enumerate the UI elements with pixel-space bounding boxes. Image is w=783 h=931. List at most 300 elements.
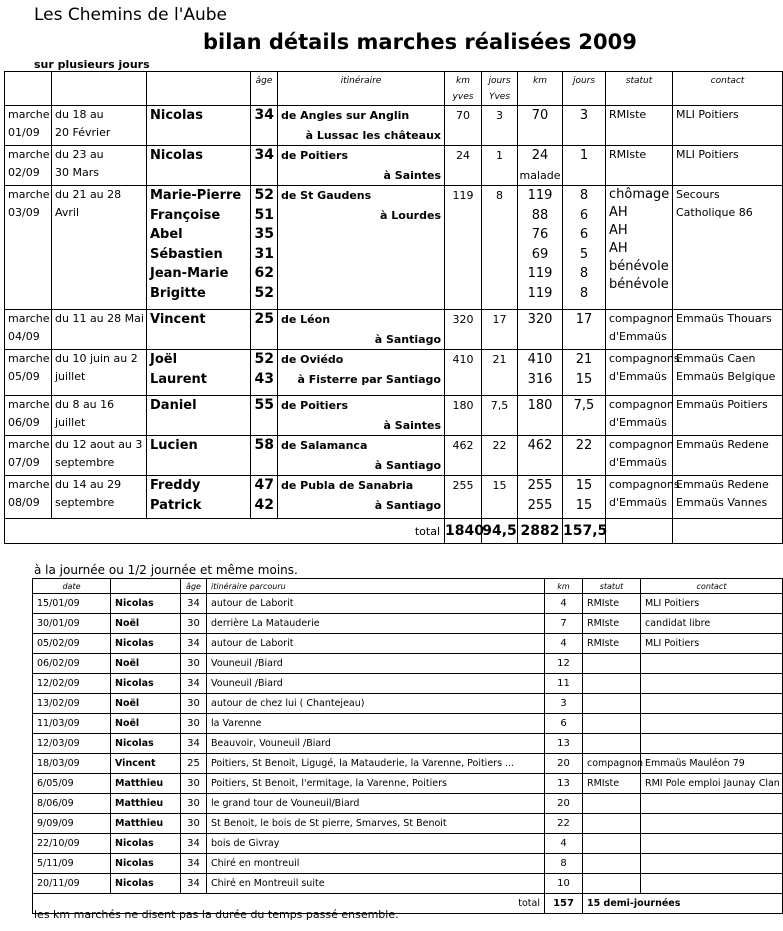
walker-name: Nicolas: [111, 634, 181, 654]
itinerary: le grand tour de Vouneuil/Biard: [207, 794, 545, 814]
statut: [606, 350, 680, 396]
walk-date: 15/01/09: [33, 594, 111, 614]
km: [518, 146, 563, 186]
footer-note: les km marchés ne disent pas la durée du temps passé ensemble.: [34, 908, 399, 921]
marche-label: [5, 396, 52, 436]
marche-label-line: marche: [8, 352, 50, 365]
statut-line: bénévole: [609, 259, 669, 274]
header-statut: statut: [583, 579, 641, 594]
statut-line: AH: [609, 205, 628, 220]
walker-name: [147, 146, 251, 186]
walker-name-line: Jean-Marie: [150, 266, 229, 281]
itinerary: Poitiers, St Benoit, Ligugé, la Matauderie, la Varenne, Poitiers ...: [207, 754, 545, 774]
statut: RMIste: [583, 614, 641, 634]
walker-age: 30: [181, 694, 207, 714]
statut-line: d'Emmaüs: [609, 416, 667, 429]
km: [518, 436, 563, 476]
itinerary-from: de Publa de Sanabria: [281, 479, 414, 492]
walker-age: 34: [181, 834, 207, 854]
jours: [563, 396, 606, 436]
walker-name-line: Joël: [150, 352, 178, 367]
km: [518, 186, 563, 310]
total-empty: [673, 519, 783, 544]
walker-name-line: Nicolas: [150, 108, 203, 123]
walker-age-line: 55: [254, 397, 274, 413]
km-yves: 180: [445, 396, 482, 436]
header-itinerary: itinéraire parcouru: [207, 579, 545, 594]
walker-age: 34: [181, 854, 207, 874]
walker-age: 30: [181, 614, 207, 634]
jours-line: 15: [575, 371, 593, 387]
table-row: [5, 350, 783, 396]
km-line: 76: [531, 227, 549, 242]
page-title: bilan détails marches réalisées 2009: [203, 30, 637, 54]
walker-age-line: 35: [254, 226, 274, 242]
header-cell: [147, 72, 251, 106]
marche-dates-line: Avril: [55, 206, 80, 219]
walker-name-line: Brigitte: [150, 285, 206, 301]
marche-label-line: marche: [8, 438, 50, 451]
walker-name-line: Françoise: [150, 207, 221, 223]
jours-line: 17: [575, 312, 593, 327]
km: 6: [545, 714, 583, 734]
itinerary: Vouneuil /Biard: [207, 654, 545, 674]
jours-line: 7,5: [573, 398, 595, 413]
section-title-daily: à la journée ou 1/2 journée et même moins.: [34, 563, 298, 577]
itinerary-to: à Lussac les châteaux: [305, 128, 441, 142]
statut: [606, 396, 673, 436]
table-row: [33, 774, 783, 794]
statut-line: RMIste: [609, 108, 647, 121]
statut-line: RMIste: [609, 148, 647, 161]
walker-age: [251, 476, 278, 519]
marche-label-line: 06/09: [8, 416, 40, 429]
walk-date: 5/11/09: [33, 854, 111, 874]
walker-name: [147, 350, 251, 396]
walker-age-line: 52: [254, 351, 274, 367]
itinerary: Chiré en montreuil: [207, 854, 545, 874]
header-contact: contact: [673, 72, 783, 106]
walker-name: Noël: [111, 714, 181, 734]
table-row: [33, 614, 783, 634]
itinerary-to: à Saintes: [383, 168, 441, 182]
km-yves: 320: [445, 310, 482, 350]
walk-date: 9/09/09: [33, 814, 111, 834]
walker-name: Nicolas: [111, 834, 181, 854]
header-cell: [111, 579, 181, 594]
contact: [641, 874, 783, 894]
itinerary-to: à Saintes: [383, 418, 441, 432]
walker-name-line: Patrick: [150, 497, 202, 513]
contact-line: MLI Poitiers: [676, 148, 739, 161]
contact: [641, 714, 783, 734]
total-label: total: [33, 894, 545, 914]
jours-line: 6: [579, 227, 589, 242]
km: 13: [545, 734, 583, 754]
walker-age: 30: [181, 774, 207, 794]
walker-name: Nicolas: [111, 734, 181, 754]
km: 13: [545, 774, 583, 794]
walker-age-line: 52: [254, 284, 274, 301]
contact-line: MLI Poitiers: [676, 108, 739, 121]
jours-line: 5: [579, 246, 589, 262]
statut: [583, 814, 641, 834]
contact: [641, 814, 783, 834]
walker-age: [251, 106, 278, 146]
walker-age: 30: [181, 654, 207, 674]
itinerary: [278, 436, 445, 476]
contact: [641, 834, 783, 854]
marche-dates-line: 20 Février: [55, 126, 111, 139]
km-line: 119: [527, 188, 553, 203]
walker-age: [251, 350, 278, 396]
walker-age-line: 47: [254, 477, 274, 493]
table-row: [5, 310, 783, 350]
jours-line: 22: [575, 438, 593, 453]
statut: [606, 146, 673, 186]
contact: MLI Poitiers: [641, 594, 783, 614]
walker-name: Matthieu: [111, 774, 181, 794]
walker-name-line: Laurent: [150, 371, 208, 387]
walker-age: [251, 396, 278, 436]
contact: [673, 436, 783, 476]
itinerary: St Benoit, le bois de St pierre, Smarves, St Benoit: [207, 814, 545, 834]
contact-line: Emmaüs Poitiers: [676, 398, 768, 411]
marche-label: [5, 146, 52, 186]
walker-age-line: 34: [254, 107, 274, 123]
header-cell: [5, 72, 52, 106]
header-km: km: [545, 579, 583, 594]
header-cell: [52, 72, 147, 106]
contact: [641, 694, 783, 714]
jours: [563, 350, 606, 396]
statut: [583, 834, 641, 854]
multi-day-table: [4, 71, 783, 544]
marche-dates-line: du 21 au 28: [55, 188, 122, 201]
marche-dates: [52, 310, 147, 350]
km-yves: 410: [445, 350, 482, 396]
statut-line: compagnon: [609, 438, 674, 451]
total-jours: 157,5: [563, 519, 606, 544]
walker-age: 30: [181, 794, 207, 814]
statut-line: compagnons: [609, 352, 680, 365]
contact: [673, 476, 783, 519]
walker-age-line: 58: [254, 437, 274, 453]
contact: [673, 146, 783, 186]
marche-dates-line: du 23 au: [55, 148, 104, 161]
table-row: [33, 874, 783, 894]
marche-dates-line: du 12 aout au 3: [55, 438, 143, 451]
jours: [563, 476, 606, 519]
walker-age-line: 42: [254, 496, 274, 513]
table-row: [33, 734, 783, 754]
table-row: [5, 436, 783, 476]
table-row: [33, 714, 783, 734]
total-km: 2882: [518, 519, 563, 544]
walker-name-line: Abel: [150, 227, 183, 242]
marche-dates-line: juillet: [55, 370, 86, 383]
km-line: 255: [527, 497, 553, 513]
walker-age-line: 51: [254, 206, 274, 223]
contact-line: Emmaüs Vannes: [676, 496, 768, 509]
marche-label-line: marche: [8, 148, 50, 161]
km-yves: 24: [445, 146, 482, 186]
km-line: 316: [527, 371, 553, 387]
header-itinerary: itinéraire: [278, 72, 445, 106]
jours-line: 8: [579, 188, 589, 203]
walker-age: 30: [181, 814, 207, 834]
statut-line: chômage: [609, 187, 670, 202]
marche-dates-line: juillet: [55, 416, 86, 429]
jours-yves: 22: [482, 436, 518, 476]
itinerary-from: de Angles sur Anglin: [281, 109, 410, 122]
table-row: [5, 106, 783, 146]
jours-line: 15: [575, 478, 593, 493]
walk-date: 8/06/09: [33, 794, 111, 814]
walker-name: [147, 310, 251, 350]
km-line: malade: [519, 168, 561, 182]
itinerary: [278, 350, 445, 396]
contact: [641, 794, 783, 814]
statut-line: AH: [609, 241, 628, 256]
walker-age: [251, 310, 278, 350]
walker-name: [147, 436, 251, 476]
table-row: [5, 396, 783, 436]
walk-date: 30/01/09: [33, 614, 111, 634]
km-line: 320: [527, 312, 553, 327]
jours: [563, 436, 606, 476]
marche-dates-line: du 10 juin au 2: [55, 352, 138, 365]
jours-yves: 3: [482, 106, 518, 146]
walk-date: 13/02/09: [33, 694, 111, 714]
table-row: [33, 654, 783, 674]
walker-name: Nicolas: [111, 594, 181, 614]
table-row: [33, 594, 783, 614]
header-age: âge: [251, 72, 278, 106]
km: 10: [545, 874, 583, 894]
marche-dates: [52, 396, 147, 436]
itinerary-from: de Salamanca: [281, 439, 368, 452]
km: 22: [545, 814, 583, 834]
statut: [606, 436, 673, 476]
contact: [673, 106, 783, 146]
contact-line: Emmaüs Belgique: [676, 370, 776, 383]
multi-header-row: [5, 72, 783, 106]
km: 11: [545, 674, 583, 694]
itinerary-to: à Santiago: [374, 498, 441, 512]
km: [518, 106, 563, 146]
walker-name: Nicolas: [111, 674, 181, 694]
marche-label: [5, 436, 52, 476]
contact-line: Catholique 86: [676, 206, 753, 219]
km-line: 24: [531, 148, 549, 163]
marche-dates-line: du 18 au: [55, 108, 104, 121]
marche-dates: [52, 146, 147, 186]
walker-age-line: 31: [254, 245, 274, 262]
walker-age: [251, 186, 278, 310]
statut: [583, 874, 641, 894]
table-row: [5, 476, 783, 519]
marche-dates-line: 30 Mars: [55, 166, 99, 179]
table-row: [33, 754, 783, 774]
table-row: [33, 674, 783, 694]
statut-line: bénévole: [609, 277, 669, 292]
walker-age: 34: [181, 634, 207, 654]
contact: [673, 310, 783, 350]
walker-name-line: Lucien: [150, 438, 198, 453]
km: 8: [545, 854, 583, 874]
statut: RMIste: [583, 774, 641, 794]
walker-name: Nicolas: [111, 854, 181, 874]
itinerary: Chiré en Montreuil suite: [207, 874, 545, 894]
km: 12: [545, 654, 583, 674]
walker-age: 30: [181, 714, 207, 734]
table-row: [33, 794, 783, 814]
header-jours: jours: [563, 72, 606, 106]
contact: RMI Pole emploi Jaunay Clan: [641, 774, 783, 794]
km: 20: [545, 794, 583, 814]
statut-line: compagnons: [609, 478, 680, 491]
statut-line: AH: [609, 223, 628, 238]
statut: [583, 734, 641, 754]
itinerary: Poitiers, St Benoit, l'ermitage, la Varenne, Poitiers: [207, 774, 545, 794]
statut: RMIste: [583, 594, 641, 614]
contact: MLI Poitiers: [641, 634, 783, 654]
walk-date: 18/03/09: [33, 754, 111, 774]
walker-age-line: 25: [254, 311, 274, 327]
marche-label-line: marche: [8, 188, 50, 201]
marche-label-line: marche: [8, 398, 50, 411]
marche-label: [5, 476, 52, 519]
marche-dates: [52, 186, 147, 310]
km: [518, 350, 563, 396]
walker-age-line: 34: [254, 147, 274, 163]
contact: [641, 674, 783, 694]
multi-total-row: [5, 519, 783, 544]
walker-age: [251, 146, 278, 186]
contact: [641, 734, 783, 754]
contact: [641, 854, 783, 874]
km-line: 180: [527, 398, 553, 413]
itinerary: Beauvoir, Vouneuil /Biard: [207, 734, 545, 754]
marche-label: [5, 310, 52, 350]
marche-label-line: marche: [8, 108, 50, 121]
walker-age: 34: [181, 874, 207, 894]
marche-label: [5, 350, 52, 396]
statut-line: compagnon: [609, 398, 674, 411]
walker-age-line: 43: [254, 370, 274, 387]
itinerary: Vouneuil /Biard: [207, 674, 545, 694]
marche-dates-line: du 8 au 16: [55, 398, 115, 411]
marche-dates-line: du 11 au 28 Mai: [55, 312, 144, 325]
contact: [673, 186, 783, 310]
km: 4: [545, 834, 583, 854]
marche-dates: [52, 476, 147, 519]
marche-label-line: 08/09: [8, 496, 40, 509]
table-row: [33, 694, 783, 714]
statut: compagnon: [583, 754, 641, 774]
contact: [673, 350, 783, 396]
itinerary: derrière La Matauderie: [207, 614, 545, 634]
itinerary-to: à Fisterre par Santiago: [297, 372, 441, 386]
km: [518, 396, 563, 436]
jours-line: 8: [579, 285, 589, 301]
km: 3: [545, 694, 583, 714]
walker-age: 34: [181, 734, 207, 754]
itinerary: [278, 106, 445, 146]
marche-dates: [52, 106, 147, 146]
header-statut: statut: [606, 72, 673, 106]
total-jours-yves: 94,5: [482, 519, 518, 544]
marche-dates-line: septembre: [55, 496, 115, 509]
walker-age: 25: [181, 754, 207, 774]
contact-line: Emmaüs Thouars: [676, 312, 772, 325]
walker-age: 34: [181, 674, 207, 694]
statut: [606, 310, 673, 350]
walker-age-line: 52: [254, 187, 274, 203]
marche-dates: [52, 436, 147, 476]
itinerary-from: de Poitiers: [281, 149, 349, 162]
jours-yves: 15: [482, 476, 518, 519]
marche-label-line: 03/09: [8, 206, 40, 219]
jours-line: 8: [579, 266, 589, 281]
walker-name-line: Freddy: [150, 478, 201, 493]
walker-name: Noël: [111, 614, 181, 634]
km-yves: 70: [445, 106, 482, 146]
km-line: 119: [527, 285, 553, 301]
marche-dates-line: du 14 au 29: [55, 478, 122, 491]
marche-label: [5, 106, 52, 146]
contact-line: Secours: [676, 188, 720, 201]
statut: [606, 186, 673, 310]
walker-name: Matthieu: [111, 794, 181, 814]
marche-label-line: 04/09: [8, 330, 40, 343]
table-row: [33, 854, 783, 874]
total-label: total: [5, 519, 445, 544]
walker-name: [147, 476, 251, 519]
walker-name: [147, 106, 251, 146]
km-yves: 462: [445, 436, 482, 476]
km-yves: 255: [445, 476, 482, 519]
marche-label-line: 01/09: [8, 126, 40, 139]
walk-date: 22/10/09: [33, 834, 111, 854]
header-date: date: [33, 579, 111, 594]
marche-label-line: 02/09: [8, 166, 40, 179]
km-line: 70: [531, 108, 549, 123]
walk-date: 6/05/09: [33, 774, 111, 794]
jours-yves: 1: [482, 146, 518, 186]
walker-name: Vincent: [111, 754, 181, 774]
itinerary: autour de chez lui ( Chantejeau): [207, 694, 545, 714]
contact: Emmaüs Mauléon 79: [641, 754, 783, 774]
jours-line: 15: [575, 497, 593, 513]
statut-line: compagnon: [609, 312, 674, 325]
table-row: [5, 186, 783, 310]
marche-dates: [52, 350, 147, 396]
statut-line: d'Emmaüs: [609, 330, 667, 343]
walk-date: 05/02/09: [33, 634, 111, 654]
km: 7: [545, 614, 583, 634]
itinerary: la Varenne: [207, 714, 545, 734]
statut: [583, 854, 641, 874]
itinerary-from: de St Gaudens: [281, 189, 372, 202]
km: [518, 310, 563, 350]
daily-table: [32, 578, 783, 914]
walker-age: 34: [181, 594, 207, 614]
itinerary-to: à Santiago: [374, 332, 441, 346]
walk-date: 12/02/09: [33, 674, 111, 694]
contact-line: Emmaüs Redene: [676, 438, 769, 451]
